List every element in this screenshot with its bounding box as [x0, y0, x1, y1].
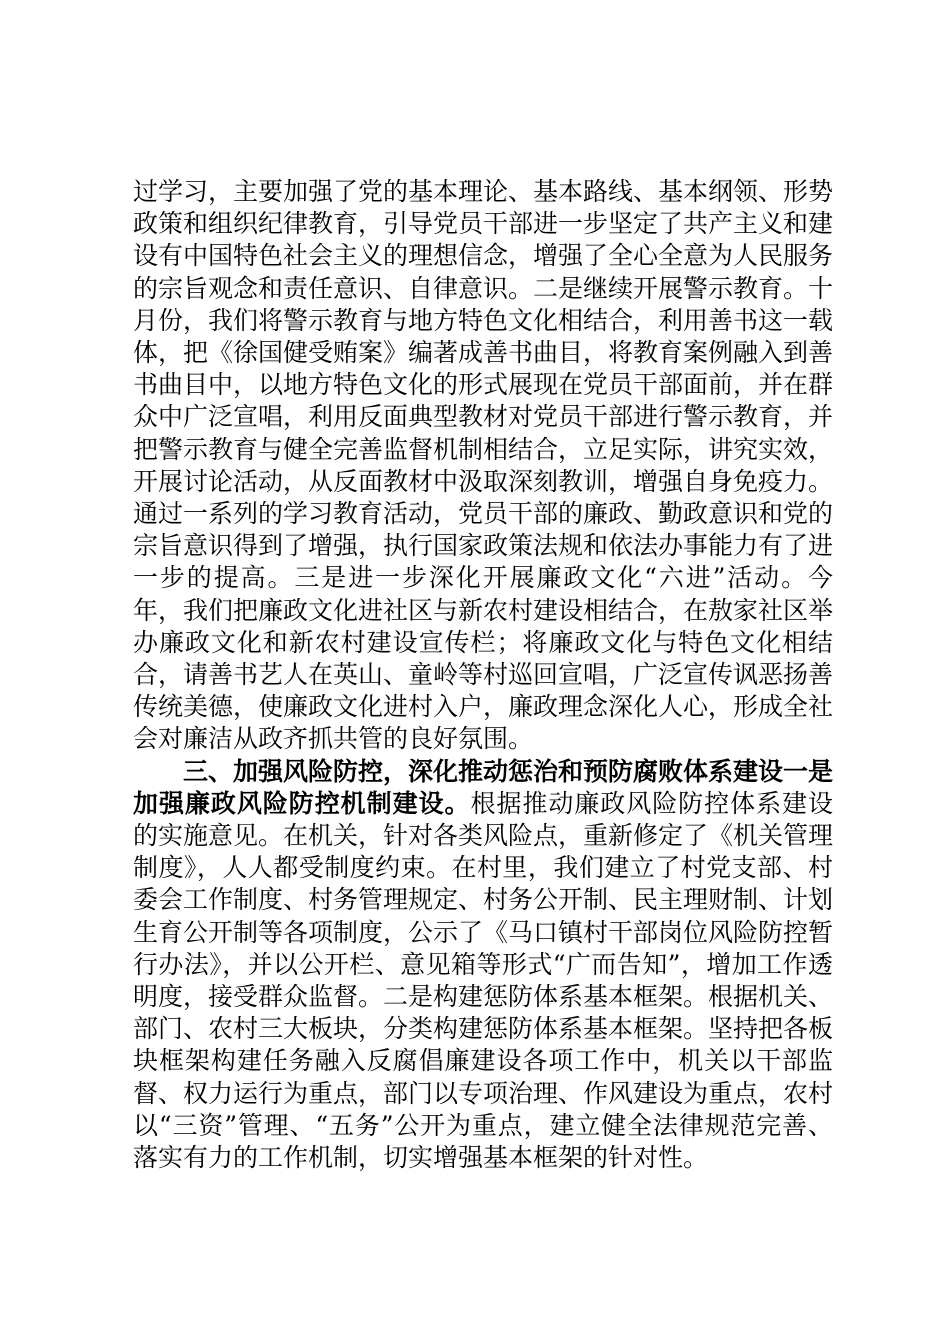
paragraph-1: 过学习，主要加强了党的基本理论、基本路线、基本纲领、形势政策和组织纪律教育，引导党员干部进一步坚定了共产主义和建设有中国特色社会主义的理想信念，增强了全心全意为人民服务的宗旨观念和责任意识、自律意识。二是继续开展警示教育。十月份，我们将警示教育与地方特色文化相结合，利用善书这一载体，把《徐国健受贿案》编著成善书曲目，将教育案例融入到善书曲目中，以地方特色文化的形式展现在党员干部面前，并在群众中广泛宣唱，利用反面典型教材对党员干部进行警示教育，并把警示教育与健全完善监督机制相结合，立足实际，讲究实效，开展讨论活动，从反面教材中汲取深刻教训，增强自身免疫力。通过一系列的学习教育活动，党员干部的廉政、勤政意识和党的宗旨意识得到了增强，执行国家政策法规和依法办事能力有了进一步的提高。三是进一步深化开展廉政文化“六进”活动。今年，我们把廉政文化进社区与新农村建设相结合，在敖家社区举办廉政文化和新农村建设宣传栏；将廉政文化与特色文化相结合，请善书艺人在英山、童岭等村巡回宣唱，广泛宣传讽恶扬善传统美德，使廉政文化进村入户，廉政理念深化人心，形成全社会对廉洁从政齐抓共管的良好氛围。 [133, 177, 834, 754]
section-heading: 三、加强风险防控，深化推动惩治和预防腐败体系建设一是加强廉政风险防控机制建设。 [133, 756, 834, 818]
document-body [133, 176, 833, 1174]
paragraph-2 [133, 756, 833, 1175]
paragraph-2-body: 根据推动廉政风险防控体系建设的实施意见。在机关，针对各类风险点，重新修定了《机关管理制度》，人人都受制度约束。在村里，我们建立了村党支部、村委会工作制度、村务管理规定、村务公开制、民主理财制、计划生育公开制等各项制度，公示了《马口镇村干部岗位风险防控暂行办法》，并以公开栏、意见箱等形式“广而告知”，增加工作透明度，接受群众监督。二是构建惩防体系基本框架。根据机关、部门、农村三大板块，分类构建惩防体系基本框架。坚持把各板块框架构建任务融入反腐倡廉建设各项工作中，机关以干部监督、权力运行为重点，部门以专项治理、作风建设为重点，农村以“三资”管理、“五务”公开为重点，建立健全法律规范完善、落实有力的工作机制，切实增强基本框架的针对性。 [133, 788, 834, 1173]
